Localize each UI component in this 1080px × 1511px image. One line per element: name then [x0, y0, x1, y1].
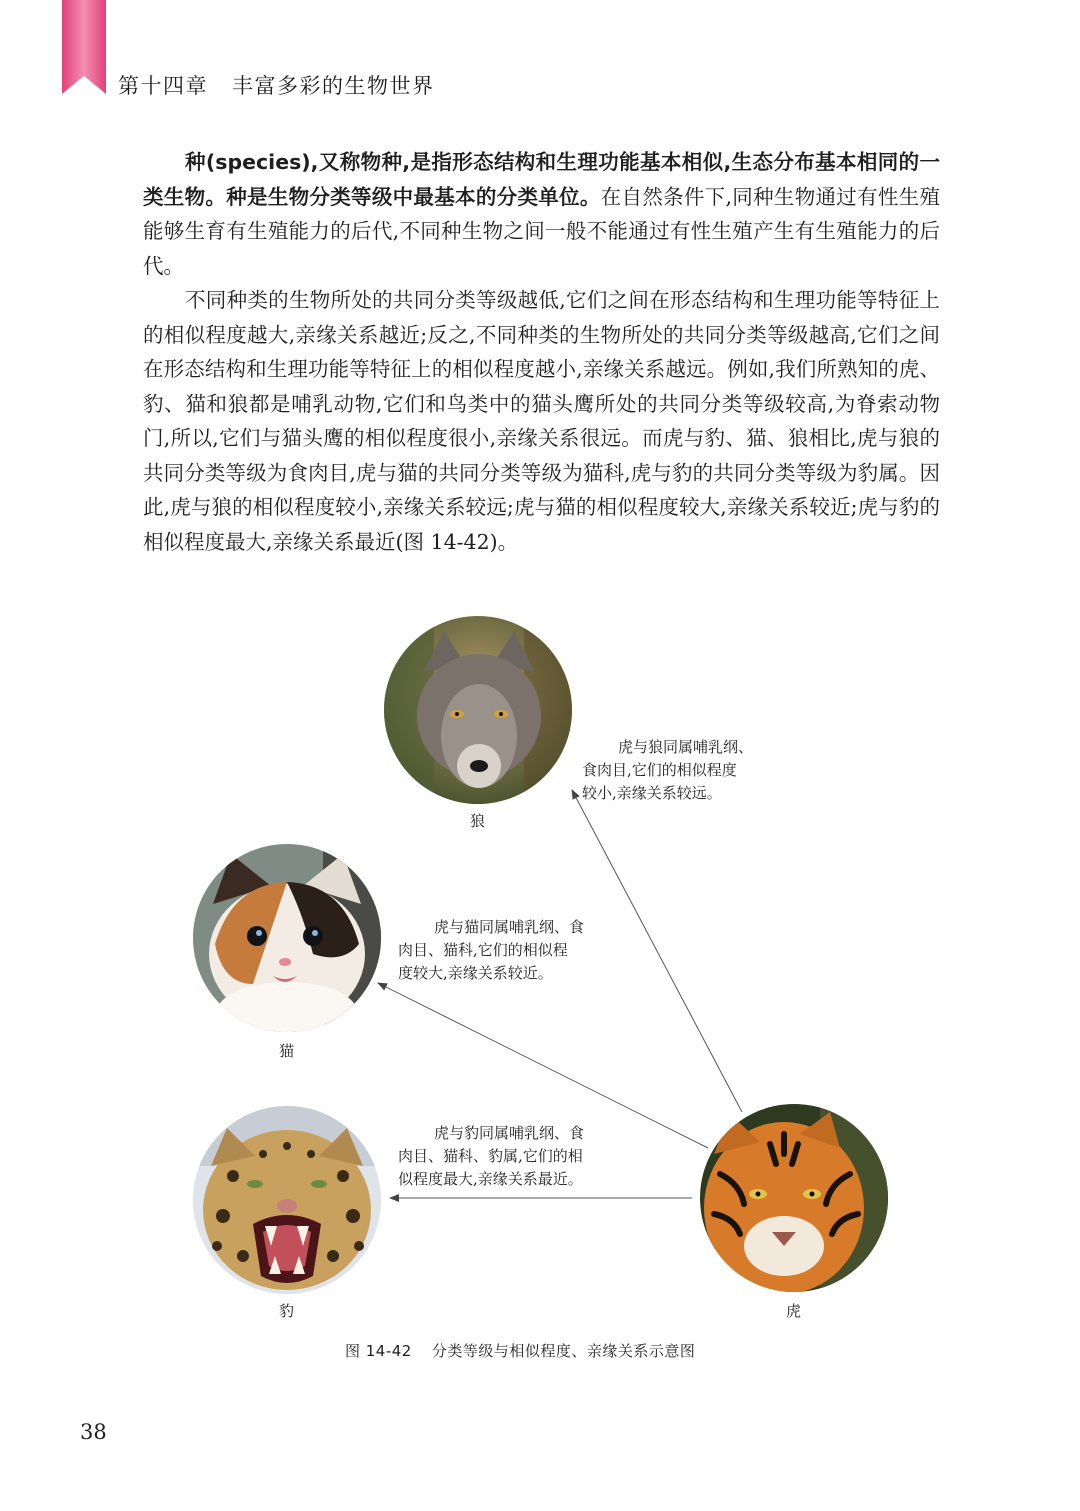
paragraph-species-definition	[143, 145, 940, 283]
cat-note: 虎与猫同属哺乳纲、食 肉目、猫科,它们的相似程 度较大,亲缘关系较近。	[398, 918, 585, 982]
caption-text: 分类等级与相似程度、亲缘关系示意图	[431, 1342, 696, 1360]
leopard-photo	[193, 1106, 381, 1294]
paragraph-classification-levels: 不同种类的生物所处的共同分类等级越低,它们之间在形态结构和生理功能等特征上的相似程度越大,亲缘关系越近;反之,不同种类的生物所处的共同分类等级越高,它们之间在形态结构和生理功能等特征上的相似程度越小,亲缘关系越远。例如,我们所熟知的虎、豹、猫和狼都是哺乳动物,它们和鸟类中的猫头鹰所处的共同分类等级较高,为脊索动物门,所以,它们与猫头鹰的相似程度很小,亲缘关系很远。而虎与豹、猫、狼相比,虎与狼的共同分类等级为食肉目,虎与猫的共同分类等级为猫科,虎与豹的共同分类等级为豹属。因此,虎与狼的相似程度较小,亲缘关系较远;虎与猫的相似程度较大,亲缘关系较近;虎与豹的相似程度最大,亲缘关系最近(图 14-42)。	[143, 288, 940, 554]
tiger-label: 虎	[786, 1302, 802, 1320]
figure-14-42	[0, 600, 1080, 1380]
leopard-label: 豹	[279, 1302, 295, 1320]
arrow-tiger-to-wolf	[572, 790, 742, 1112]
cat-label: 猫	[279, 1042, 295, 1060]
page-number: 38	[80, 1420, 107, 1444]
species-definition-bold: 种(species),又称物种,是指形态结构和生理功能基本相似,生态分布基本相同的一类生物。种是生物分类等级中最基本的分类单位。	[143, 150, 940, 209]
chapter-ribbon	[62, 0, 106, 94]
cat-photo	[193, 844, 381, 1032]
caption-number: 图 14-42	[345, 1342, 412, 1360]
leopard-note: 虎与豹同属哺乳纲、食 肉目、猫科、豹属,它们的相 似程度最大,亲缘关系最近。	[398, 1124, 585, 1188]
chapter-heading	[118, 70, 435, 100]
wolf-photo	[384, 616, 572, 804]
tiger-photo	[700, 1104, 888, 1292]
chapter-name: 丰富多彩的生物世界	[232, 74, 435, 98]
figure-caption	[345, 1340, 695, 1361]
species-definition-rest: 在自然条件下,同种生物通过有性生殖能够生育有生殖能力的后代,不同种生物之间一般不能通过有性生殖产生有生殖能力的后代。	[143, 184, 941, 278]
wolf-label: 狼	[470, 812, 486, 830]
wolf-note: 虎与狼同属哺乳纲、 食肉目,它们的相似程度 较小,亲缘关系较远。	[582, 738, 754, 802]
chapter-number: 第十四章	[118, 74, 208, 98]
